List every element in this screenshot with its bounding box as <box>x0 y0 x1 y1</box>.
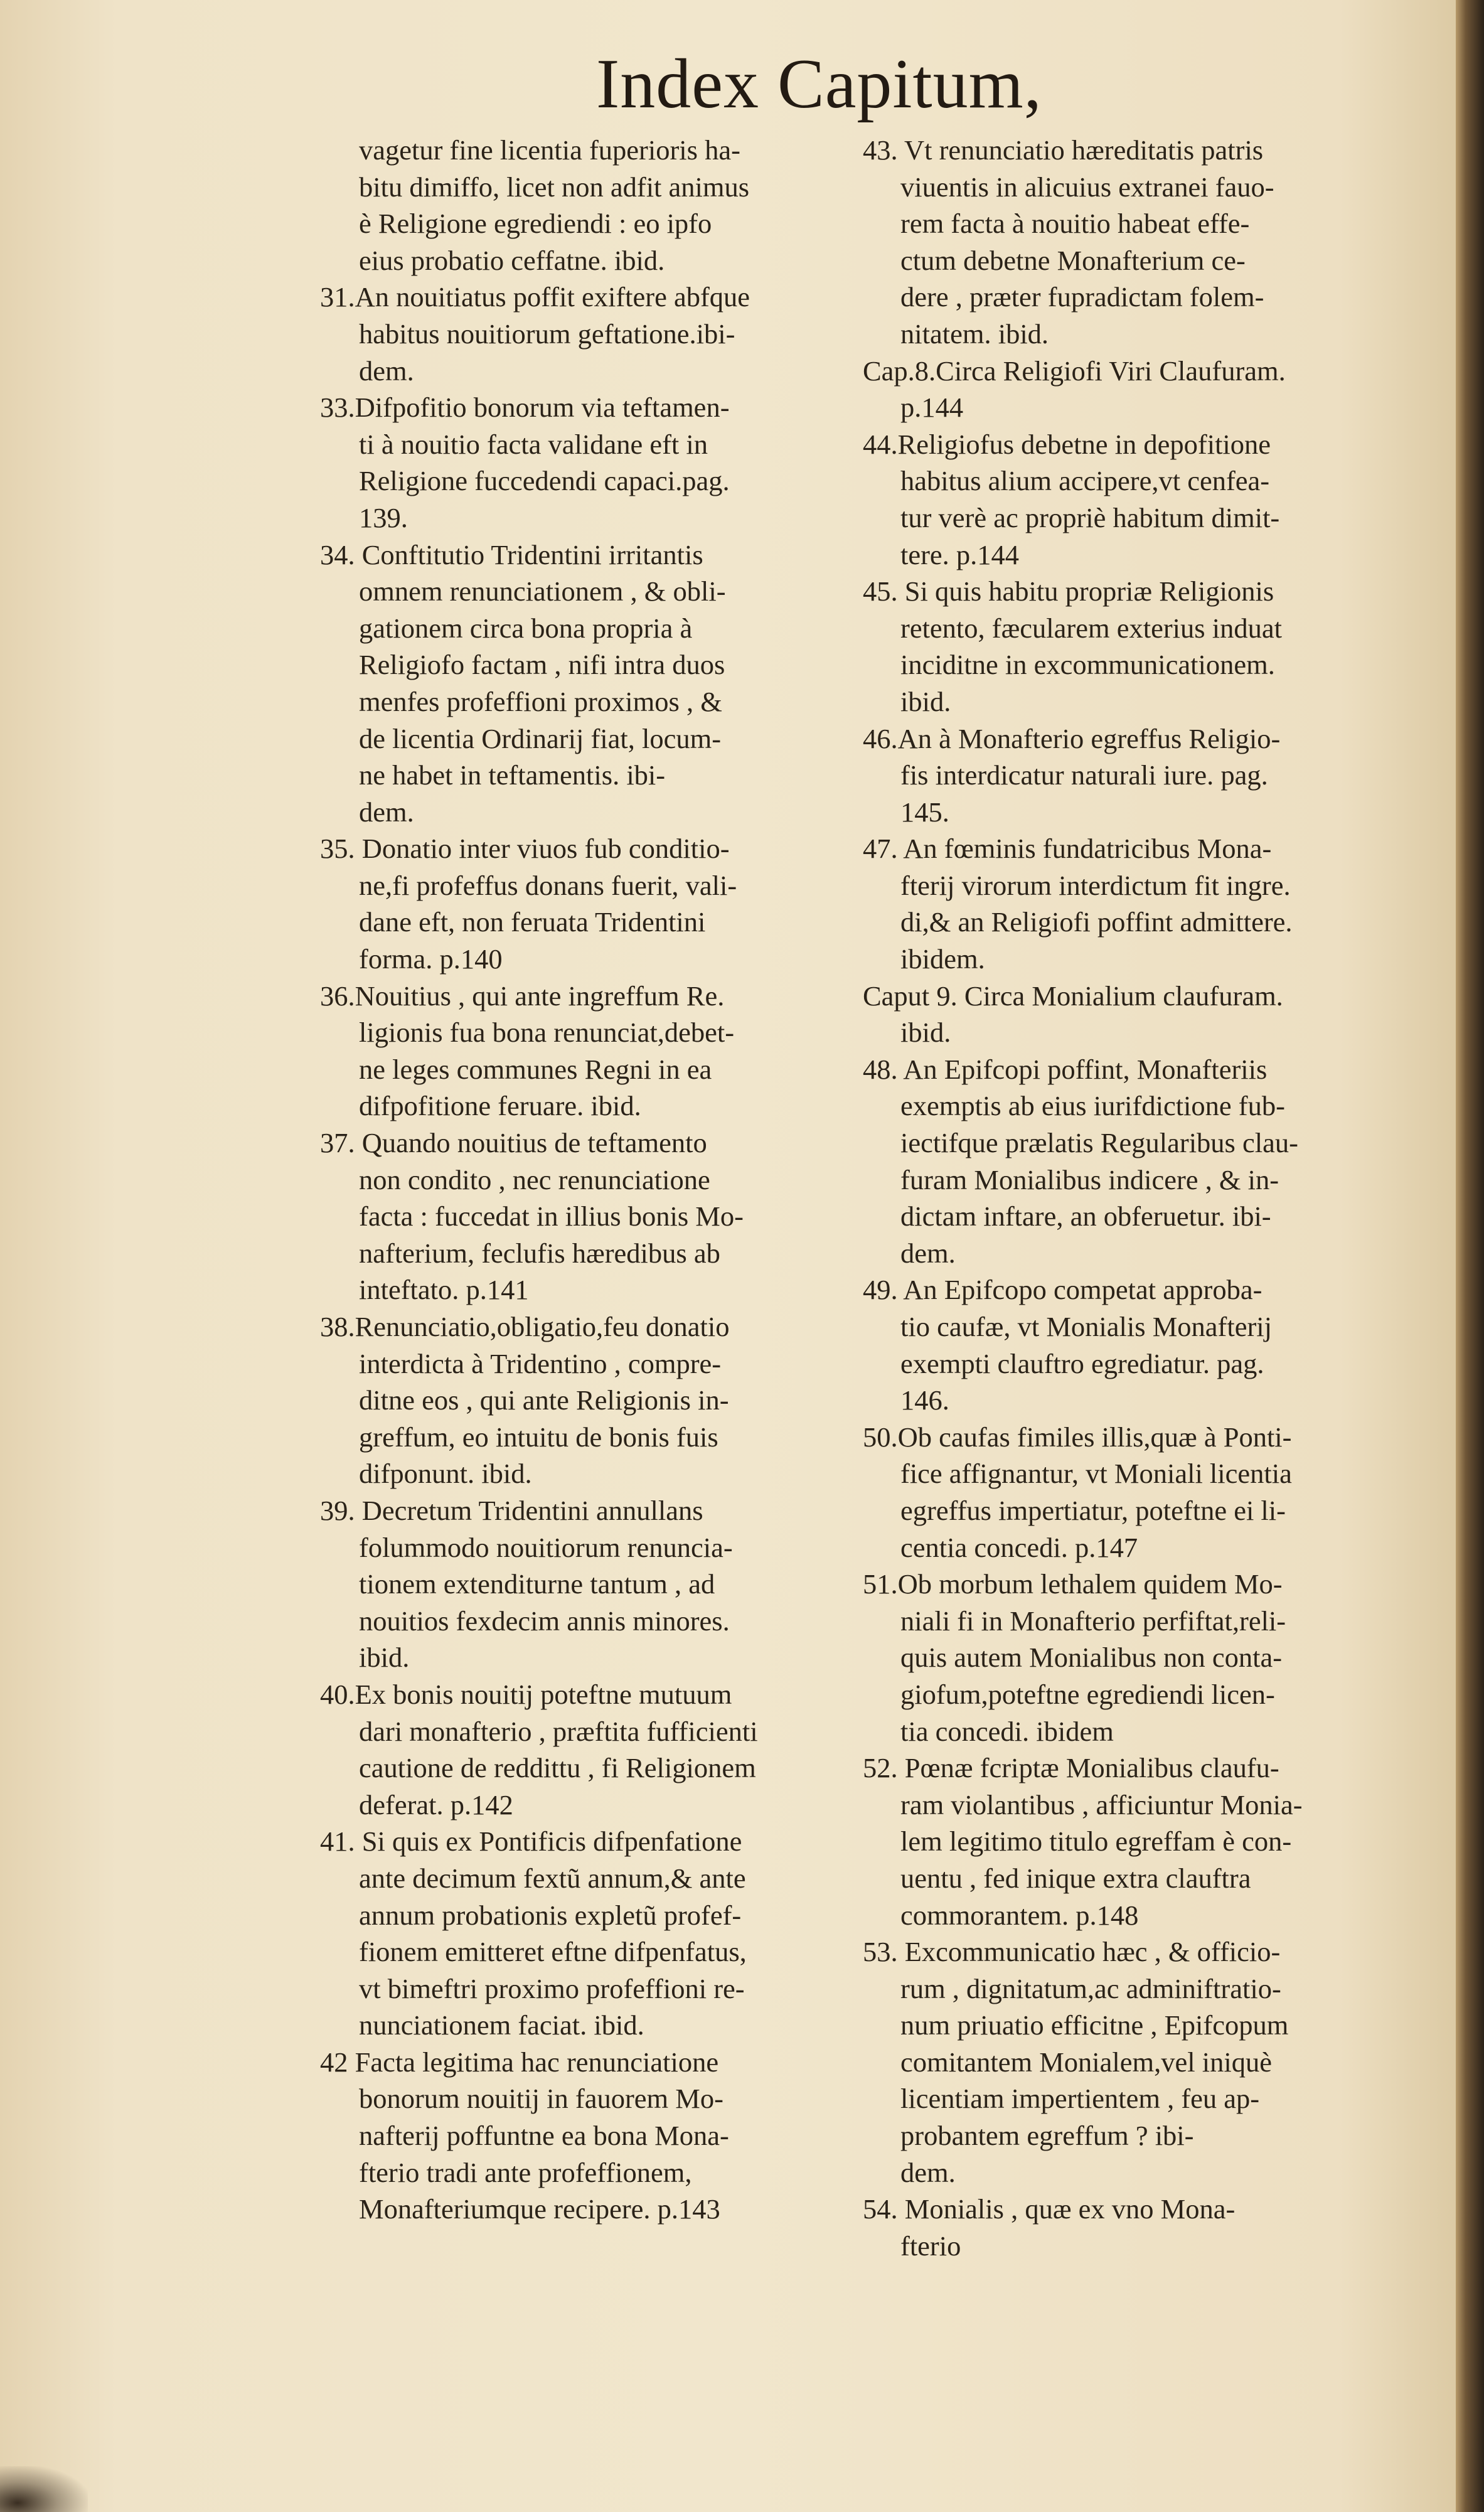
index-entry-line: greffum, eo intuitu de bonis fuis <box>359 1421 718 1453</box>
index-entry-line: dictam inftare, an obferuetur. ibi- <box>900 1200 1271 1232</box>
index-entry-line: nafterium, feclufis hæredibus ab <box>359 1237 720 1269</box>
index-entry-line: bonorum nouitij in fauorem Mo- <box>359 2083 723 2115</box>
index-entry-line: 50.Ob caufas fimiles illis,quæ à Ponti- <box>863 1421 1292 1453</box>
index-entry-line: menfes profeffioni proximos , & <box>359 685 722 717</box>
index-entry-line: comitantem Monialem,vel iniquè <box>900 2046 1272 2078</box>
index-entry-line: nunciationem faciat. ibid. <box>359 2009 644 2041</box>
index-entry-line: 35. Donatio inter viuos fub conditio- <box>320 833 730 865</box>
index-entry-line: gationem circa bona propria à <box>359 612 693 644</box>
index-entry-line: habitus alium accipere,vt cenfea- <box>900 465 1270 497</box>
index-entry-line: annum probationis expletũ profef- <box>359 1899 742 1931</box>
index-entry-line: non condito , nec renunciatione <box>359 1163 710 1195</box>
right-index-column <box>863 132 1359 2264</box>
index-entry-line: tur verè ac propriè habitum dimit- <box>900 501 1280 533</box>
index-entry-line: 46.An à Monafterio egreffus Religio- <box>863 722 1281 754</box>
index-entry-line: fis interdicatur naturali iure. pag. <box>900 759 1268 791</box>
index-entry-line: rum , dignitatum,ac adminiftratio- <box>900 1972 1281 2004</box>
index-entry-line: dem. <box>900 1237 956 1269</box>
page-title: Index Capitum, <box>596 45 1042 123</box>
index-entry-line: fterij virorum interdictum fit ingre. <box>900 869 1291 901</box>
index-entry-line: 37. Quando nouitius de teftamento <box>320 1127 707 1159</box>
index-entry-line: bitu dimiffo, licet non adfit animus <box>359 171 750 203</box>
index-entry-line: 145. <box>900 796 949 828</box>
index-entry-line: ibid. <box>900 1017 951 1049</box>
index-entry-line: probantem egreffum ? ibi- <box>900 2120 1194 2152</box>
index-entry-line: dere , præter fupradictam folem- <box>900 281 1264 313</box>
index-entry-line: fterio tradi ante profeffionem, <box>359 2156 692 2188</box>
index-entry-line: eius probatio ceffatne. ibid. <box>359 244 665 276</box>
index-entry-line: cautione de reddittu , fi Religionem <box>359 1752 756 1784</box>
index-entry-line: ligionis fua bona renunciat,debet- <box>359 1017 735 1049</box>
index-entry-line: vagetur fine licentia fuperioris ha- <box>359 134 740 166</box>
index-entry-line: 34. Conftitutio Tridentini irritantis <box>320 538 703 570</box>
index-entry-line: difponunt. ibid. <box>359 1458 532 1490</box>
index-entry-line: dem. <box>359 355 414 387</box>
index-entry-line: 53. Excommunicatio hæc , & officio- <box>863 1936 1281 1968</box>
index-entry-line: 54. Monialis , quæ ex vno Mona- <box>863 2193 1236 2225</box>
index-entry-line: forma. p.140 <box>359 943 503 975</box>
index-entry-line: exemptis ab eius iurifdictione fub- <box>900 1090 1285 1122</box>
index-entry-line: dane eft, non feruata Tridentini <box>359 906 706 938</box>
index-entry-line: ante decimum fextũ annum,& ante <box>359 1862 746 1894</box>
index-entry-line: interdicta à Tridentino , compre- <box>359 1347 722 1379</box>
index-entry-line: ibidem. <box>900 943 985 975</box>
index-entry-line: tia concedi. ibidem <box>900 1715 1114 1747</box>
index-entry-line: viuentis in alicuius extranei fauo- <box>900 171 1274 203</box>
index-entry-line: 40.Ex bonis nouitij poteftne mutuum <box>320 1678 732 1710</box>
index-entry-line: num priuatio efficitne , Epifcopum <box>900 2009 1289 2041</box>
index-entry-line: ne habet in teftamentis. ibi- <box>359 759 666 791</box>
index-entry-line: Caput 9. Circa Monialium claufuram. <box>863 980 1283 1012</box>
index-entry-line: 48. An Epifcopi poffint, Monafteriis <box>863 1053 1268 1085</box>
index-entry-line: nitatem. ibid. <box>900 318 1049 350</box>
index-entry-line: de licentia Ordinarij fiat, locum- <box>359 722 722 754</box>
index-entry-line: facta : fuccedat in illius bonis Mo- <box>359 1200 744 1232</box>
index-entry-line: ditne eos , qui ante Religionis in- <box>359 1384 729 1416</box>
index-entry-line: iectifque prælatis Regularibus clau- <box>900 1127 1298 1159</box>
index-entry-line: uentu , fed inique extra clauftra <box>900 1862 1251 1894</box>
index-entry-line: licentiam impertientem , feu ap- <box>900 2083 1260 2115</box>
index-entry-line: nafterij poffuntne ea bona Mona- <box>359 2120 729 2152</box>
index-entry-line: deferat. p.142 <box>359 1788 513 1820</box>
index-entry-line: vt bimeftri proximo profeffioni re- <box>359 1972 745 2004</box>
index-entry-line: 51.Ob morbum lethalem quidem Mo- <box>863 1568 1283 1600</box>
index-entry-line: p.144 <box>900 392 964 424</box>
index-entry-line: habitus nouitiorum geftatione.ibi- <box>359 318 735 350</box>
index-entry-line: 52. Pœnæ fcriptæ Monialibus claufu- <box>863 1752 1279 1784</box>
index-entry-line: tere. p.144 <box>900 538 1020 570</box>
index-entry-line: 49. An Epifcopo competat approba- <box>863 1274 1262 1306</box>
index-entry-line: ctum debetne Monafterium ce- <box>900 244 1246 276</box>
index-entry-line: 39. Decretum Tridentini annullans <box>320 1494 703 1526</box>
index-entry-line: dari monafterio , præftita fufficienti <box>359 1715 758 1747</box>
index-entry-line: dem. <box>900 2156 956 2188</box>
index-entry-line: Cap.8.Circa Religiofi Viri Claufuram. <box>863 355 1286 387</box>
index-entry-line: 44.Religiofus debetne in depofitione <box>863 428 1271 460</box>
index-entry-line: Religione fuccedendi capaci.pag. <box>359 465 730 497</box>
index-entry-line: ibid. <box>359 1642 410 1674</box>
index-entry-line: furam Monialibus indicere , & in- <box>900 1163 1279 1195</box>
index-entry-line: commorantem. p.148 <box>900 1899 1139 1931</box>
index-entry-line: 36.Nouitius , qui ante ingreffum Re. <box>320 980 725 1012</box>
index-entry-line: Monafteriumque recipere. p.143 <box>359 2193 720 2225</box>
index-entry-line: tio caufæ, vt Monialis Monafterij <box>900 1311 1272 1342</box>
index-entry-line: rem facta à nouitio habeat effe- <box>900 208 1250 240</box>
index-entry-line: 43. Vt renunciatio hæreditatis patris <box>863 134 1264 166</box>
index-entry-line: di,& an Religiofi poffint admittere. <box>900 906 1293 938</box>
index-entry-line: fionem emitteret eftne difpenfatus, <box>359 1936 747 1968</box>
left-index-column <box>320 132 822 2228</box>
index-entry-line: egreffus impertiatur, poteftne ei li- <box>900 1494 1286 1526</box>
index-entry-line: 47. An fœminis fundatricibus Mona- <box>863 833 1272 865</box>
index-entry-line: inciditne in excommunicationem. <box>900 649 1275 681</box>
index-entry-line: dem. <box>359 796 414 828</box>
index-entry-line: fice affignantur, vt Moniali licentia <box>900 1458 1292 1490</box>
index-entry-line: ram violantibus , afficiuntur Monia- <box>900 1788 1303 1820</box>
index-entry-line: centia concedi. p.147 <box>900 1531 1138 1563</box>
index-entry-line: ibid. <box>900 685 951 717</box>
index-entry-line: è Religione egrediendi : eo ipfo <box>359 208 712 240</box>
index-entry-line: Religiofo factam , nifi intra duos <box>359 649 725 681</box>
index-entry-line: fterio <box>900 2230 961 2262</box>
index-entry-line: 41. Si quis ex Pontificis difpenfatione <box>320 1825 742 1857</box>
index-entry-line: 42 Facta legitima hac renunciatione <box>320 2046 719 2078</box>
index-entry-line: 146. <box>900 1384 949 1416</box>
index-entry-line: lem legitimo titulo egreffam è con- <box>900 1825 1292 1857</box>
index-entry-line: giofum,poteftne egrediendi licen- <box>900 1678 1275 1710</box>
index-entry-line: ne leges communes Regni in ea <box>359 1053 712 1085</box>
page-edge-shadow <box>1456 0 1484 2512</box>
index-entry-line: omnem renunciationem , & obli- <box>359 575 726 607</box>
index-entry-line: niali fi in Monafterio perfiftat,reli- <box>900 1605 1286 1637</box>
index-entry-line: inteftato. p.141 <box>359 1274 529 1306</box>
index-entry-line: exempti clauftro egrediatur. pag. <box>900 1347 1264 1379</box>
index-entry-line: 139. <box>359 501 408 533</box>
index-entry-line: folummodo nouitiorum renuncia- <box>359 1531 733 1563</box>
index-entry-line: tionem extenditurne tantum , ad <box>359 1568 715 1600</box>
index-entry-line: 45. Si quis habitu propriæ Religionis <box>863 575 1274 607</box>
index-entry-line: nouitios fexdecim annis minores. <box>359 1605 730 1637</box>
index-entry-line: 38.Renunciatio,obligatio,feu donatio <box>320 1311 730 1342</box>
index-entry-line: 31.An nouitiatus poffit exiftere abfque <box>320 281 750 313</box>
index-entry-line: retento, fæcularem exterius induat <box>900 612 1282 644</box>
paper-stain <box>0 2466 88 2512</box>
index-entry-line: 33.Difpofitio bonorum via teftamen- <box>320 392 730 424</box>
index-entry-line: quis autem Monialibus non conta- <box>900 1642 1283 1674</box>
index-entry-line: ti à nouitio facta validane eft in <box>359 428 708 460</box>
index-entry-line: difpofitione feruare. ibid. <box>359 1090 641 1122</box>
index-entry-line: ne,fi profeffus donans fuerit, vali- <box>359 869 737 901</box>
